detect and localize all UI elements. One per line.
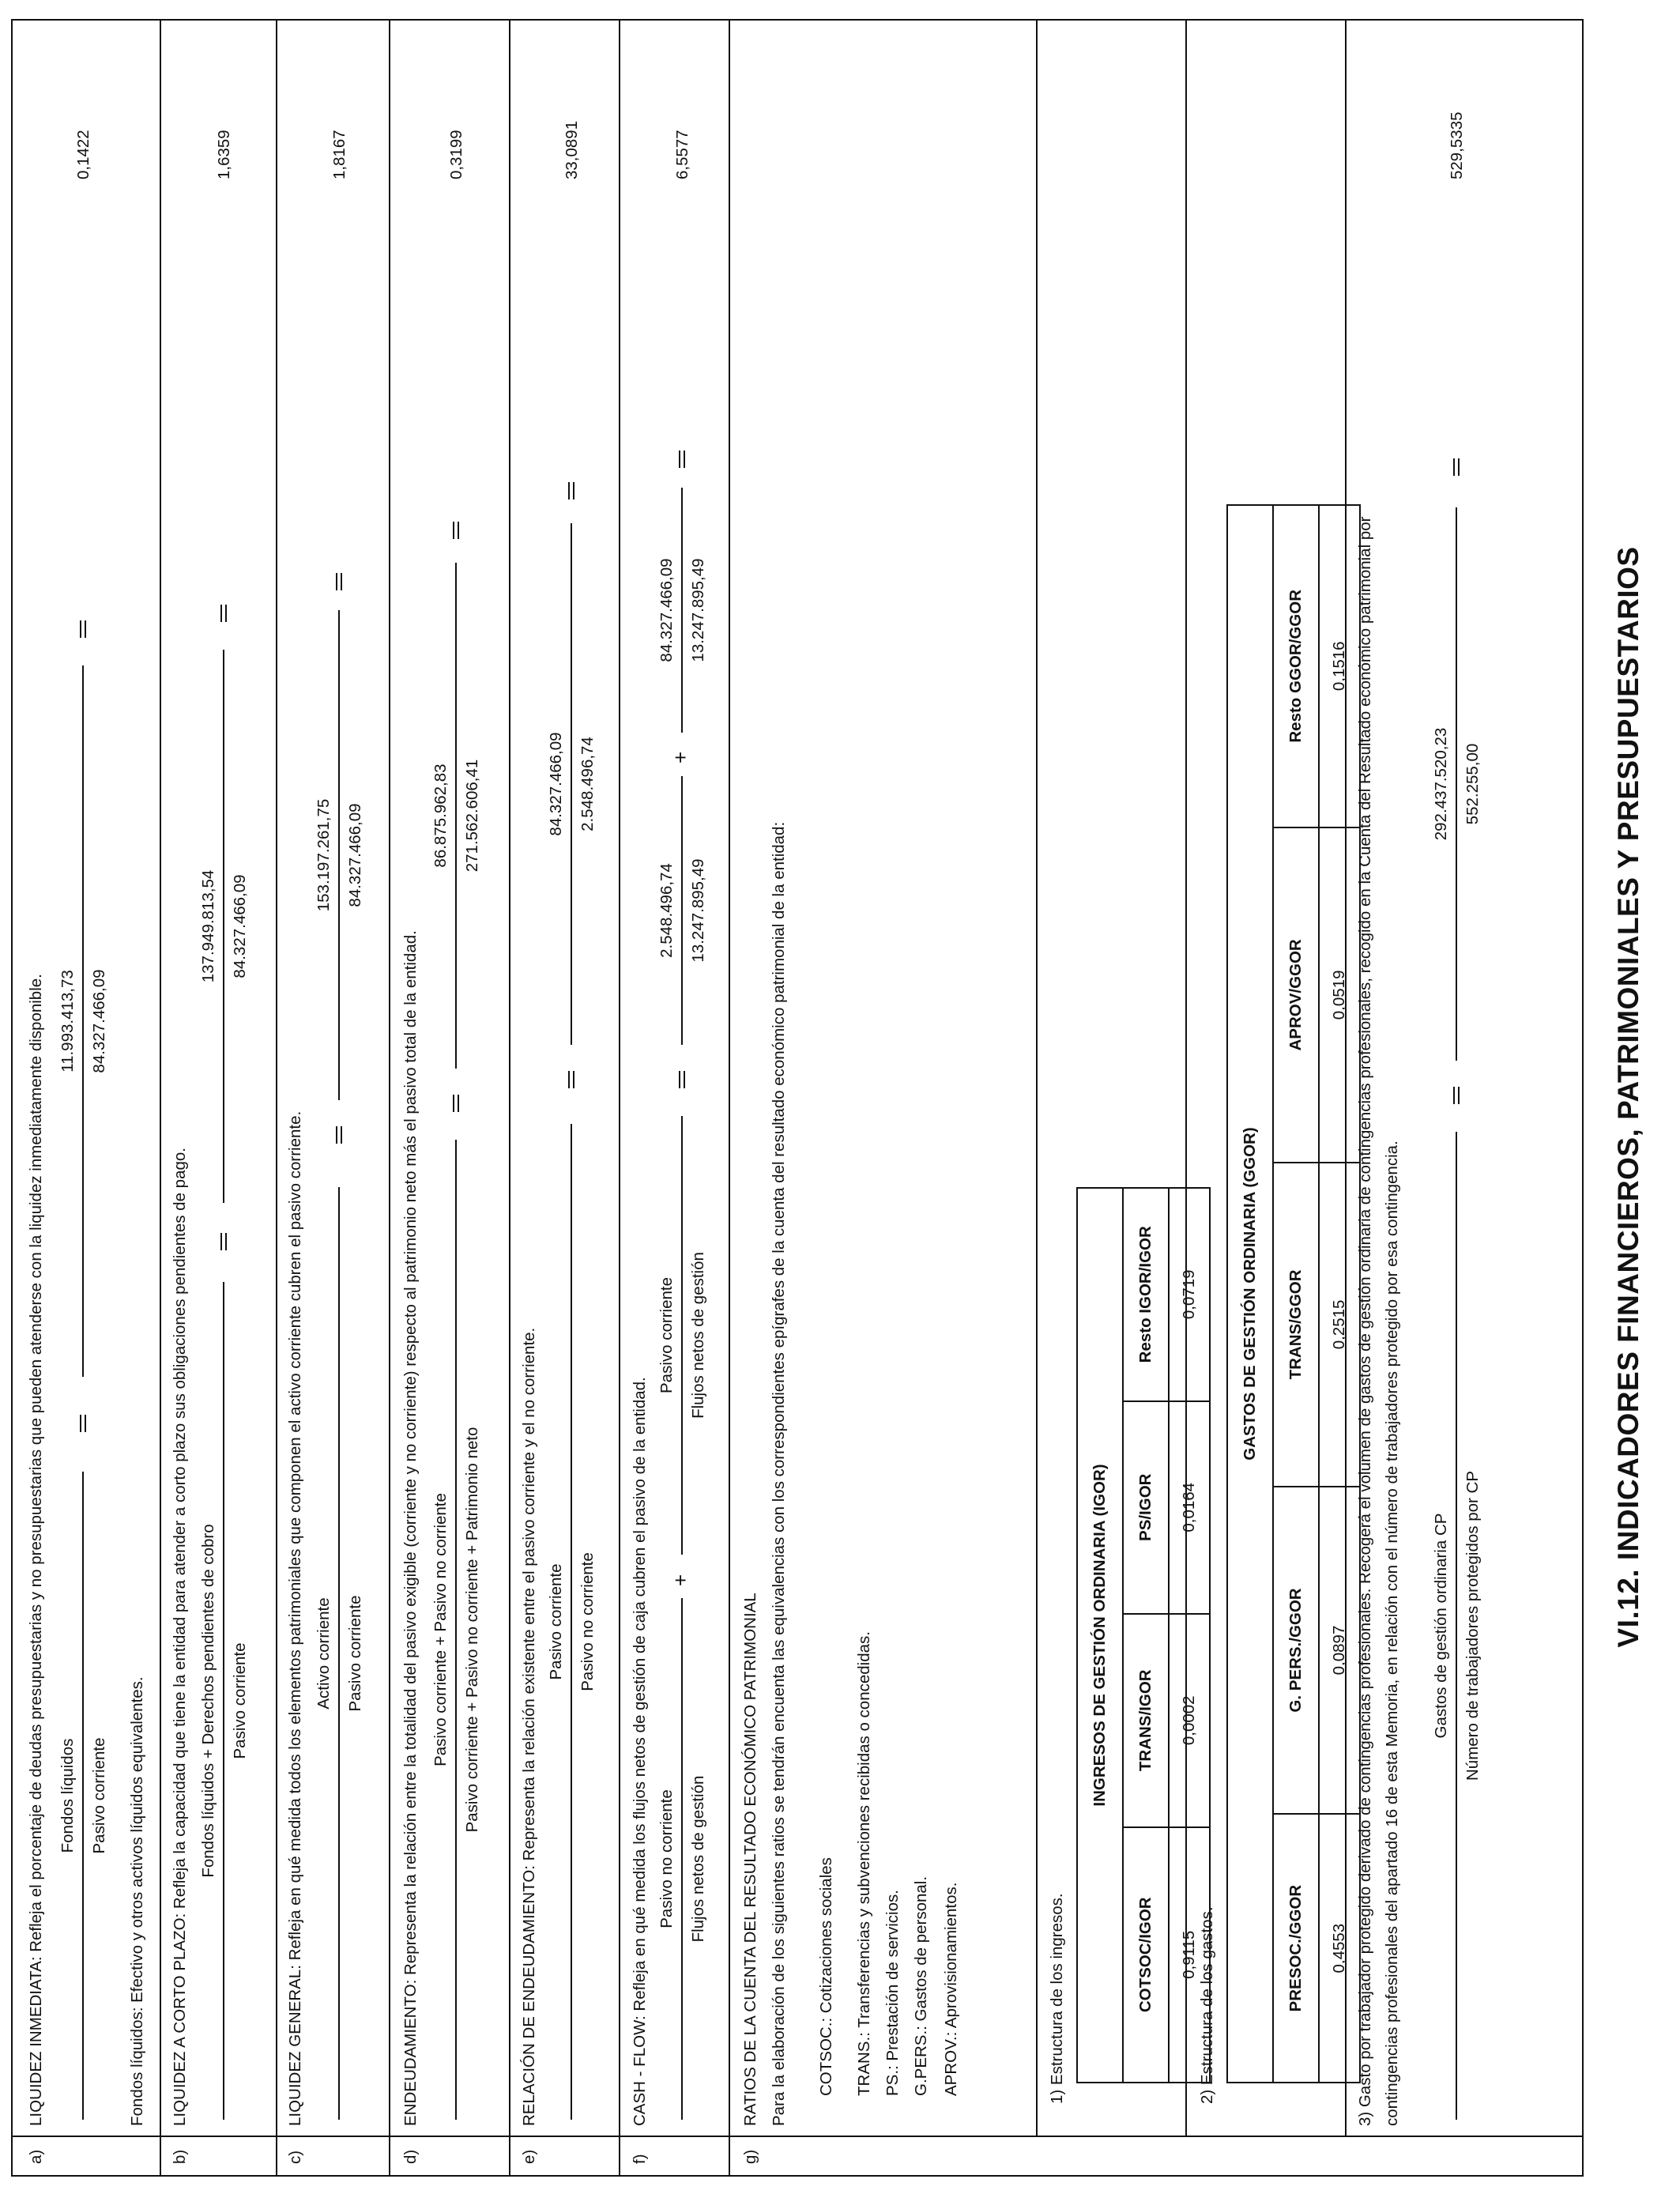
section-d-numerator-value: 86.875.962,83	[431, 763, 450, 868]
section-e-result-equals	[568, 482, 574, 499]
section-a-denominator-value: 84.327.466,09	[90, 969, 108, 1073]
section-d-result: 0,3199	[447, 130, 465, 179]
section-f-numerator2-label: Pasivo corriente	[657, 1277, 676, 1393]
expense-header-gpers: G. PERS./GGOR	[1273, 1487, 1319, 1815]
section-e-denominator-label: Pasivo no corriente	[578, 1552, 597, 1691]
section-a-numerator-value: 11.993.413,73	[58, 970, 77, 1072]
section-f-plus-values: +	[669, 751, 692, 763]
page-title: VI.12. INDICADORES FINANCIEROS, PATRIMONIALES Y PRESUPUESTARIOS	[1612, 546, 1644, 1648]
legend-item: G.PERS.: Gastos de personal.	[912, 1875, 930, 2096]
section-f-denominator1-value: 13.247.895,49	[689, 858, 707, 963]
section-d-value-line	[455, 563, 457, 1069]
section-e-numerator-label: Pasivo corriente	[547, 1563, 565, 1680]
section-a-denominator-label: Pasivo corriente	[90, 1737, 108, 1854]
legend-item: COTSOC.: Cotizaciones sociales	[817, 1857, 835, 2096]
section-b-fraction-line	[223, 1282, 224, 2120]
section-a-fraction-line	[82, 1472, 84, 2120]
section-a-note: Fondos líquidos: Efectivo y otros activos líquidos equivalentes.	[128, 1676, 146, 2126]
expense-header-aprov: APROV/GGOR	[1273, 827, 1319, 1163]
section-a-numerator-label: Fondos líquidos	[58, 1738, 77, 1853]
section-e-equals	[568, 1071, 574, 1088]
expense-value-aprov: 0,0519	[1319, 827, 1360, 1163]
section-b-description: LIQUIDEZ A CORTO PLAZO: Refleja la capacidad que tiene la entidad para atender a corto plazo sus obligaciones pendientes de pago.	[171, 1148, 189, 2126]
section-c-description: LIQUIDEZ GENERAL: Refleja en qué medida todos los elementos patrimoniales que componen el activo corriente cubren el pasivo corriente.	[286, 1110, 304, 2126]
section-a-description: LIQUIDEZ INMEDIATA: Refleja el porcentaje de deudas presupuestarias y no presupuestarias que pueden atenderse con la liquidez inmediatamente disponible.	[27, 974, 45, 2126]
cost-per-worker-numerator-label: Gastos de gestión ordinaria CP	[1432, 1513, 1450, 1739]
section-c-result-equals	[336, 573, 342, 590]
section-f-plus: +	[669, 1574, 692, 1586]
letter-column-border	[13, 2136, 1582, 2137]
cost-per-worker-denominator-label: Número de trabajadores protegidos por CP	[1463, 1471, 1482, 1781]
section-c-fraction-line	[338, 1187, 340, 2120]
cost-per-worker-result-equals	[1453, 458, 1460, 476]
income-header-trans: TRANS/IGOR	[1123, 1614, 1169, 1827]
section-f-equals	[679, 1071, 685, 1088]
section-c-equals	[336, 1126, 342, 1144]
section-letter-g: g)	[741, 2149, 759, 2164]
section-d-result-equals	[453, 522, 459, 539]
section-letter-c: c)	[286, 2150, 304, 2164]
section-letter-e: e)	[520, 2149, 538, 2164]
indicators-frame	[11, 19, 1584, 2177]
section-c-denominator-value: 84.327.466,09	[346, 803, 364, 907]
section-d-equals	[453, 1095, 459, 1112]
expense-header-resto: Resto GGOR/GGOR	[1273, 505, 1319, 827]
expense-header-trans: TRANS/GGOR	[1273, 1163, 1319, 1487]
section-f-denominator2-label: Flujos netos de gestión	[689, 1252, 707, 1419]
expense-value-gpers: 0,0897	[1319, 1487, 1360, 1815]
section-d-fraction-line	[455, 1140, 457, 2120]
section-letter-f: f)	[631, 2154, 649, 2164]
section-c-numerator-label: Activo corriente	[315, 1597, 333, 1710]
cost-per-worker-equals	[1453, 1087, 1460, 1104]
section-e-denominator-value: 2.548.496,74	[578, 737, 597, 831]
section-d-description: ENDEUDAMIENTO: Representa la relación entre la totalidad del pasivo exigible (corriente y no corriente) respecto al patrimonio neto más el pasivo total de la entidad.	[401, 930, 420, 2126]
expense-value-trans: 0,2515	[1319, 1163, 1360, 1487]
cost-per-worker-value-line	[1456, 507, 1457, 1061]
income-value-ps: 0,0164	[1169, 1401, 1210, 1614]
section-divider-f	[729, 21, 730, 2175]
section-e-description: RELACIÓN DE ENDEUDAMIENTO: Representa la relación existente entre el pasivo corriente y el no corriente.	[520, 1327, 538, 2126]
section-f-numerator1-label: Pasivo no corriente	[657, 1789, 676, 1928]
income-table-title: INGRESOS DE GESTIÓN ORDINARIA (IGOR)	[1077, 1188, 1123, 2083]
section-d-numerator-label: Pasivo corriente + Pasivo no corriente	[431, 1493, 450, 1766]
expense-value-resto: 0,1516	[1319, 505, 1360, 827]
section-f-denominator2-value: 13.247.895,49	[689, 558, 707, 662]
section-b-denominator-value: 84.327.466,09	[231, 874, 249, 978]
section-c-numerator-value: 153.197.261,75	[315, 798, 333, 912]
section-divider-a	[160, 21, 161, 2175]
section-b-equals	[220, 1233, 227, 1250]
section-b-numerator-label: Fondos líquidos + Derechos pendientes de cobro	[199, 1524, 217, 1878]
cost-per-worker-denominator-value: 552.255,00	[1463, 743, 1482, 825]
section-b-numerator-value: 137.949.813,54	[199, 869, 217, 983]
section-f-result: 6,5577	[673, 130, 691, 179]
income-header-resto: Resto IGOR/IGOR	[1123, 1188, 1169, 1401]
legend-item: PS.: Prestación de servicios.	[883, 1890, 902, 2096]
section-a-equals	[80, 1415, 86, 1432]
section-f-value2-line	[681, 488, 683, 733]
section-c-value-line	[338, 610, 340, 1100]
income-value-cotsoc: 0,9115	[1169, 1827, 1210, 2083]
section-f-fraction1-line	[681, 1598, 683, 2120]
legend-item: TRANS.: Transferencias y subvenciones recibidas o concedidas.	[855, 1631, 873, 2096]
section-b-result: 1,6359	[215, 130, 233, 179]
section-d-denominator-value: 271.562.606,41	[463, 759, 481, 873]
income-header-cotsoc: COTSOC/IGOR	[1123, 1827, 1169, 2083]
section-a-value-line	[82, 665, 84, 1377]
expense-table-title: GASTOS DE GESTIÓN ORDINARIA (GGOR)	[1227, 505, 1273, 2083]
expense-value-presoc: 0,4553	[1319, 1814, 1360, 2083]
section-divider-b	[276, 21, 277, 2175]
cost-per-worker-result: 529,5335	[1448, 111, 1466, 179]
expense-structure-label: 2) Estructura de los gastos.	[1198, 1906, 1216, 2104]
cost-per-worker-numerator-value: 292.437.520,23	[1432, 727, 1450, 841]
income-structure-label: 1) Estructura de los ingresos.	[1048, 1893, 1066, 2104]
section-b-value-line	[223, 650, 224, 1203]
section-divider-d	[509, 21, 510, 2175]
section-f-value1-line	[681, 776, 683, 1045]
section-letter-b: b)	[171, 2149, 189, 2164]
section-a-result-equals	[80, 620, 86, 638]
section-f-result-equals	[679, 450, 685, 468]
cost-per-worker-fraction-line	[1456, 1132, 1457, 2120]
section-b-denominator-label: Pasivo corriente	[231, 1642, 249, 1759]
income-value-trans: 0,0002	[1169, 1614, 1210, 1827]
section-e-value-line	[571, 523, 572, 1045]
section-e-numerator-value: 84.327.466,09	[547, 732, 565, 836]
income-header-ps: PS/IGOR	[1123, 1401, 1169, 1614]
section-divider-c	[389, 21, 390, 2175]
income-value-resto: 0,0719	[1169, 1188, 1210, 1401]
section-f-denominator1-label: Flujos netos de gestión	[689, 1775, 707, 1943]
section-e-result: 33,0891	[563, 120, 581, 179]
expense-header-presoc: PRESOC./GGOR	[1273, 1814, 1319, 2083]
cost-per-worker-text-2: contingencias profesionales del apartado 16 de esta Memoria, en relación con el número de trabajadores protegido por esa contingencia.	[1383, 1140, 1401, 2126]
section-f-description: CASH - FLOW: Refleja en qué medida los flujos netos de gestión de caja cubren el pasivo de la entidad.	[631, 1377, 649, 2126]
section-c-denominator-label: Pasivo corriente	[346, 1595, 364, 1712]
section-letter-a: a)	[27, 2149, 45, 2164]
section-divider-e	[619, 21, 620, 2175]
section-b-result-equals	[220, 605, 227, 622]
section-g-intro: Para la elaboración de los siguientes ratios se tendrán encuenta las equivalencias con los correspondientes epígrafes de la cuenta del resultado económico patrimonial de la entidad:	[770, 821, 788, 2126]
section-d-denominator-label: Pasivo corriente + Pasivo no corriente + Patrimonio neto	[463, 1427, 481, 1833]
section-a-result: 0,1422	[74, 130, 92, 179]
cost-per-worker-text-1: 3) Gasto por trabajador protegido derivado de contingencias profesionales. Recogerá el volumen de gastos de gestión ordinaria de contingencias profesionales, recogido en la Cuenta del Resultado económico patrimonial por	[1356, 516, 1374, 2126]
section-g-heading: RATIOS DE LA CUENTA DEL RESULTADO ECONÓMICO PATRIMONIAL	[741, 1593, 759, 2126]
income-structure-table	[1076, 1187, 1211, 2083]
section-e-fraction-line	[571, 1124, 572, 2120]
expense-structure-table	[1226, 504, 1361, 2083]
section-f-numerator1-value: 2.548.496,74	[657, 863, 676, 958]
section-c-result: 1,8167	[330, 130, 348, 179]
legend-item: APROV.: Aprovisionamientos.	[942, 1882, 960, 2096]
section-letter-d: d)	[401, 2149, 420, 2164]
section-divider-g1	[1036, 21, 1038, 2137]
section-f-fraction2-line	[681, 1116, 683, 1555]
section-f-numerator2-value: 84.327.466,09	[657, 558, 676, 662]
